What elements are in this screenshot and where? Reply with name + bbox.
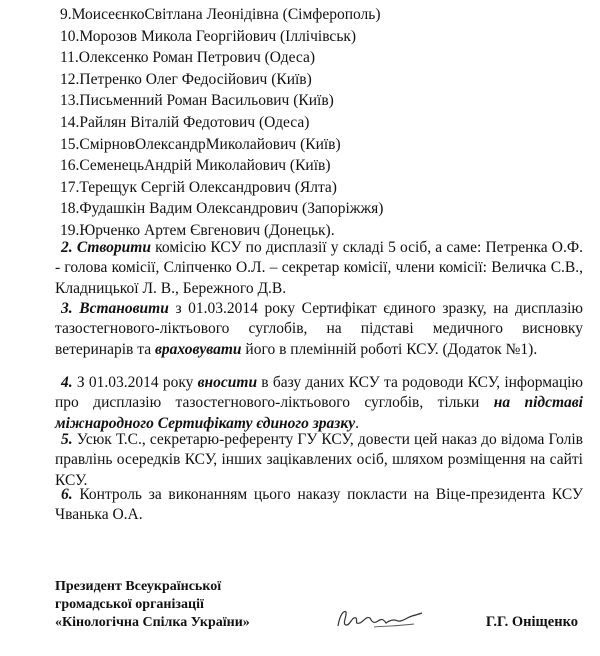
p4-num: 4. — [61, 374, 73, 391]
list-item: 13.Письменний Роман Васильович (Київ) — [60, 92, 334, 110]
list-item: 18.Фудашкін Вадим Олександрович (Запоріжжя) — [60, 200, 384, 218]
signature-title-2: громадської організації — [55, 597, 204, 612]
p3-num: 3. — [61, 300, 80, 317]
p2-text: комісію КСУ по дисплазії у складі 5 осіб, а саме: Петренка О.Ф. - голова комісії, Сліпченко О.Л. – секретар комісії, члени комісії: Величка С.В., Кладницької Л. В., Бережного Д.В. — [55, 239, 583, 297]
p5-num: 5. — [61, 431, 73, 448]
signature-title-3: «Кінологічна Спілка України» — [55, 615, 250, 630]
signature-block — [55, 578, 250, 632]
list-item: 17.Терещук Сергій Олександрович (Ялта) — [60, 178, 337, 196]
signatory-name: Г.Г. Оніщенко — [485, 614, 578, 630]
p6-text: Контроль за виконанням цього наказу покласти на Віце-президента КСУ Чванька О.А. — [55, 486, 583, 524]
p5-text: Усюк Т.С., секретарю-референту ГУ КСУ, довести цей наказ до відома Голів правлінь осередків КСУ, інших зацікавлених осіб, шляхом розміщення на сайті КСУ. — [55, 431, 583, 489]
p4-emphasis: на підставі міжнародного Сертифікату єдиного зразку — [55, 394, 583, 432]
list-item: 16.СеменецьАндрій Миколайович (Київ) — [60, 157, 331, 175]
p6-num: 6. — [61, 486, 73, 503]
list-item: 19.Юрченко Артем Євгенович (Донецьк). — [60, 221, 335, 239]
p2-verb: Створити — [76, 239, 151, 256]
p4-text1: З 01.03.2014 року — [72, 374, 198, 391]
p2-num: 2. — [61, 239, 77, 256]
list-item: 11.Олексенко Роман Петрович (Одеса) — [60, 49, 316, 67]
p3-text1: з 01.03.2014 року Сертифікат єдиного зразку, на дисплазію тазостегнового-ліктьового суглобів, на підставі медичного висновку ветеринарів та — [55, 300, 584, 358]
p3-verb: Встановити — [79, 300, 169, 317]
list-item: 10.Морозов Микола Георгійович (Іллічівськ) — [60, 27, 357, 45]
p4-end: . — [355, 414, 359, 432]
paragraph-5 — [55, 430, 583, 491]
handwritten-signature — [334, 606, 424, 632]
list-item: 9.МоисеєнкоСвітлана Леонідівна (Сімферополь) — [60, 6, 381, 23]
paragraph-4 — [55, 373, 583, 434]
p4-text2: в базу даних КСУ та родоводи КСУ, інформацію про дисплазію тазостегнового-ліктьового суглобів, тільки — [55, 374, 583, 412]
p4-verb: вносити — [197, 374, 258, 391]
p3-verb2: враховувати — [154, 340, 242, 358]
list-item: 12.Петренко Олег Федосійович (Київ) — [60, 70, 312, 88]
paragraph-2 — [55, 238, 583, 299]
signature-title-1: Президент Всеукраїнської — [55, 579, 222, 594]
members-list — [60, 4, 383, 242]
paragraph-3 — [55, 299, 583, 360]
paragraph-6 — [55, 485, 583, 526]
list-item: 14.Райлян Віталій Федотович (Одеса) — [60, 113, 310, 131]
list-item: 15.СмірновОлександрМиколайович (Київ) — [60, 135, 341, 153]
p3-text2: його в племінній роботі КСУ. (Додаток №1). — [241, 340, 538, 358]
